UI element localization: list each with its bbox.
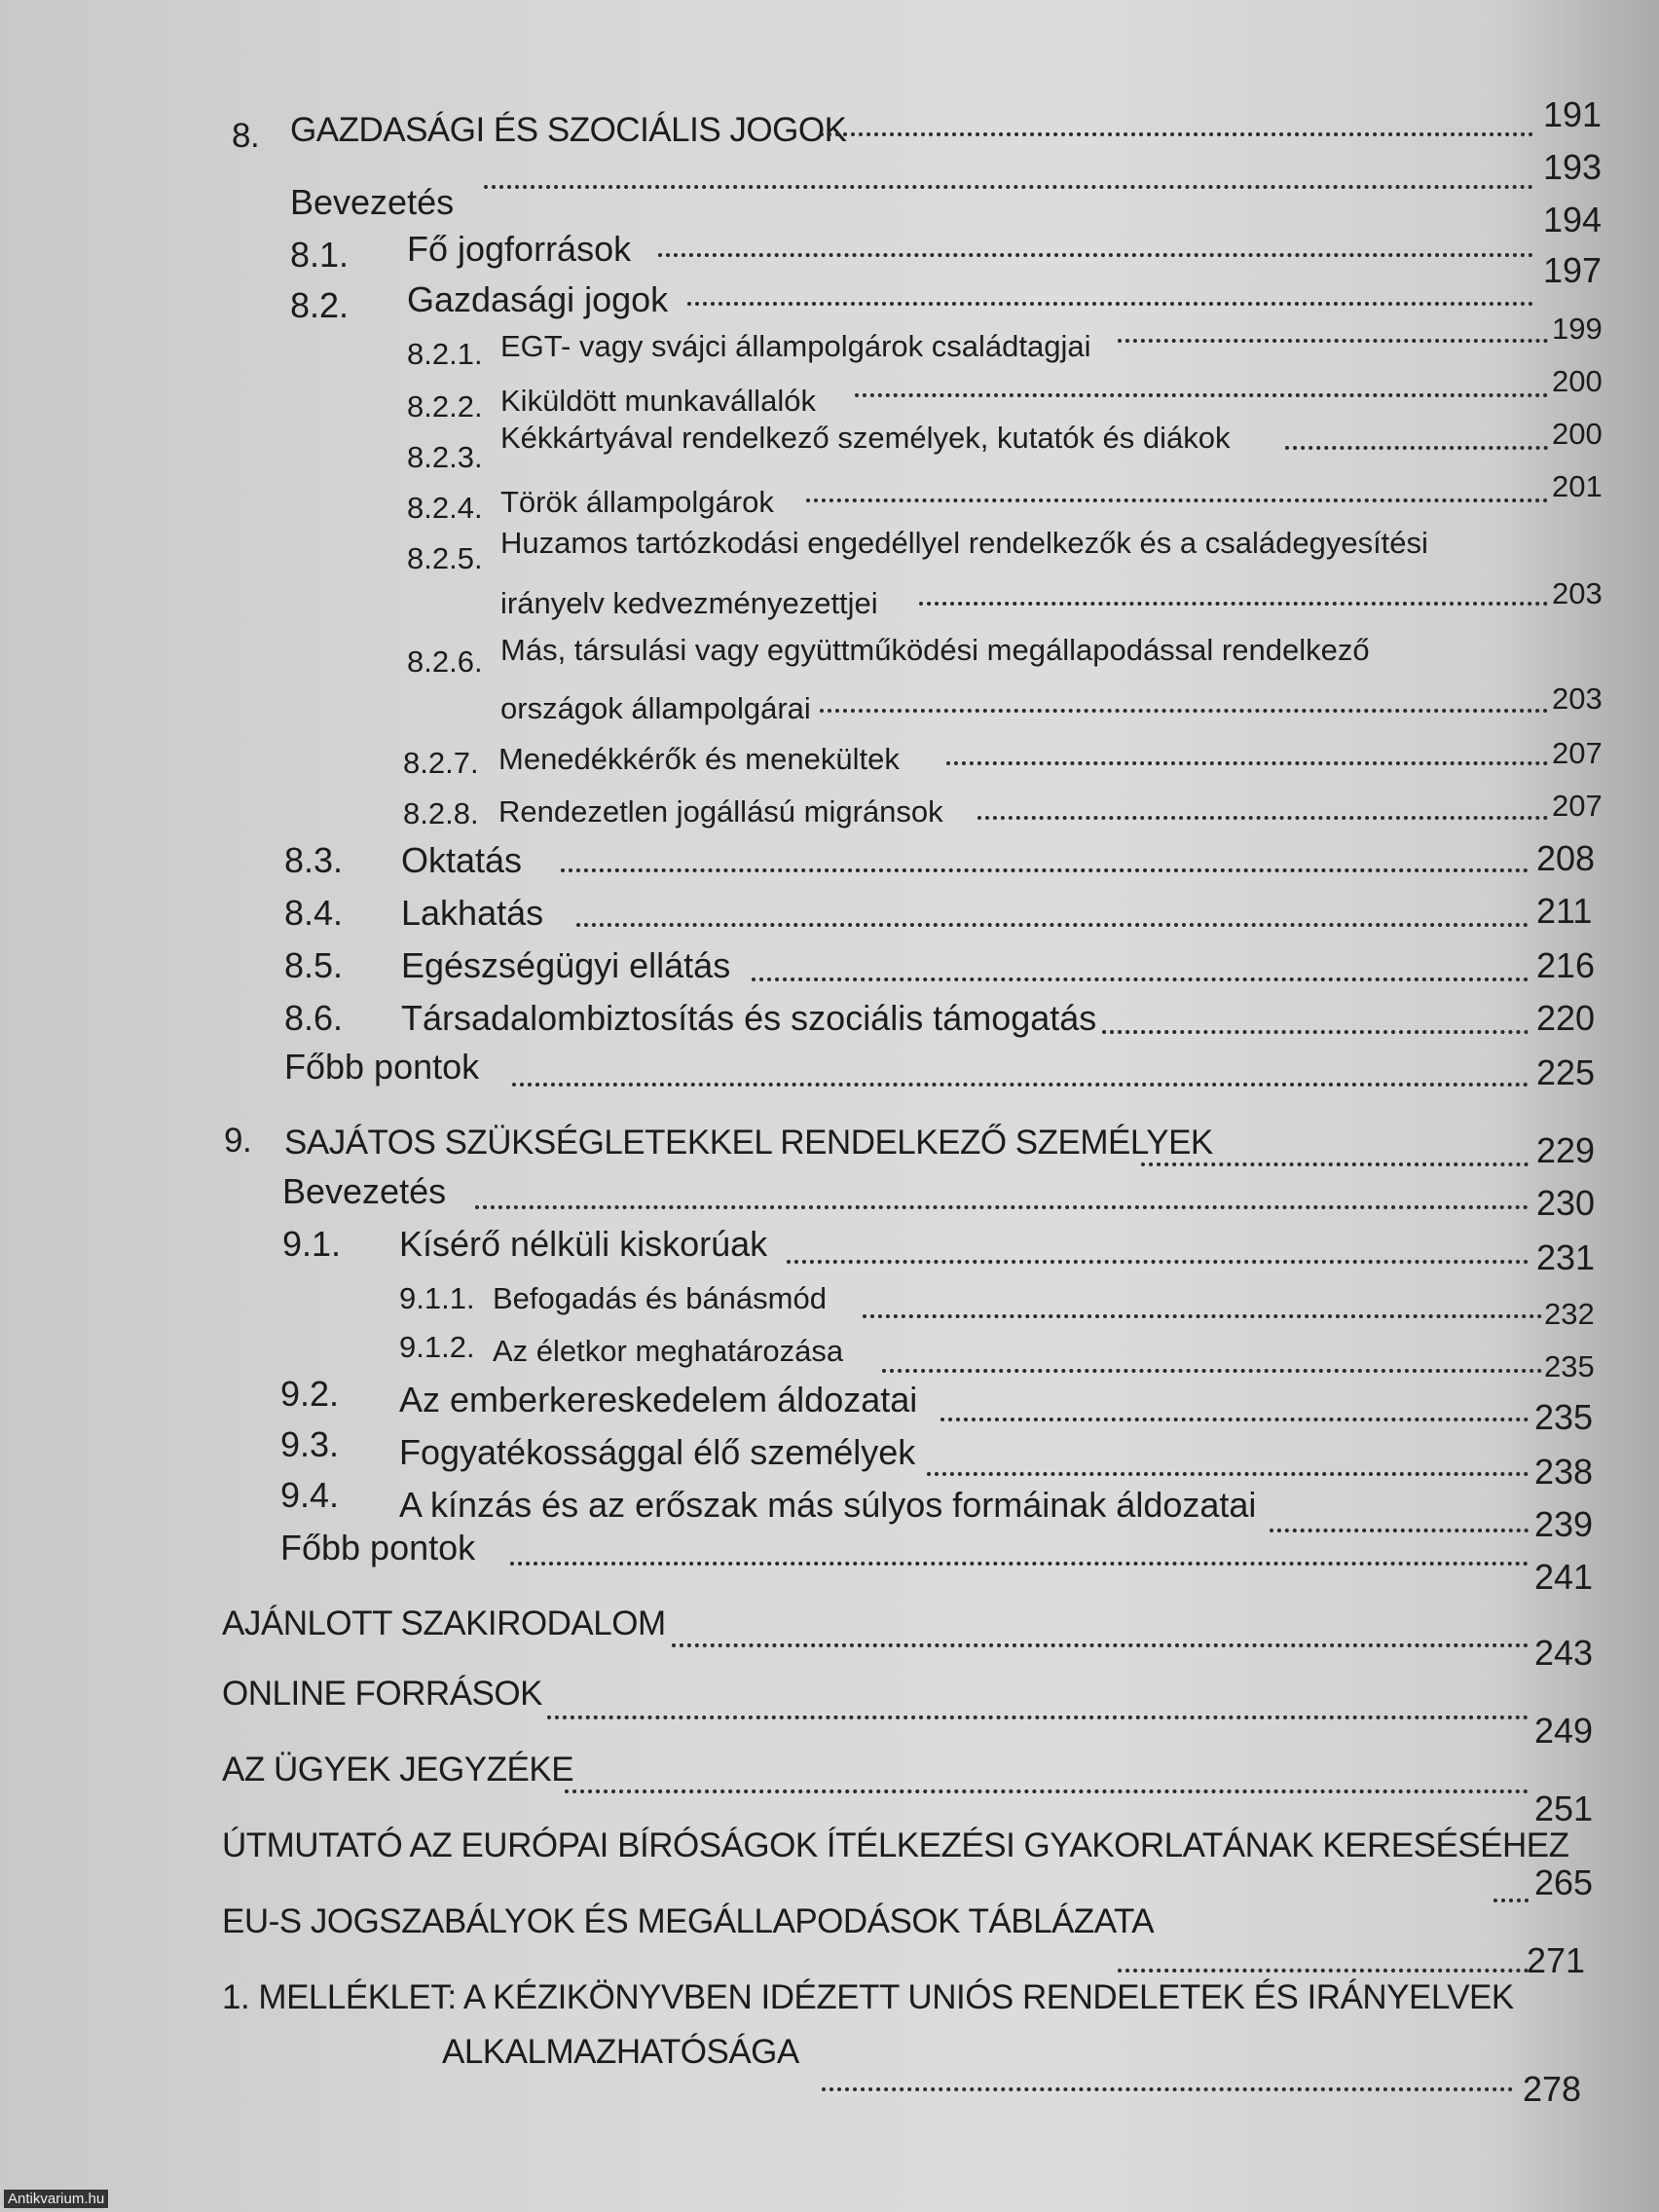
toc-page-number: 235 xyxy=(1544,1349,1595,1383)
toc-page-number: 207 xyxy=(1552,736,1603,770)
dot-leader xyxy=(946,757,1548,765)
toc-number: 8.4. xyxy=(284,893,344,933)
toc-page-number: 265 xyxy=(1534,1862,1594,1902)
toc-page-number: 200 xyxy=(1552,364,1603,398)
dot-leader xyxy=(940,1414,1529,1421)
toc-title: Kísérő nélküli kiskorúak xyxy=(399,1224,768,1264)
dot-leader xyxy=(1118,1965,1529,1972)
toc-number: 9.1.2. xyxy=(399,1330,475,1364)
toc-title: Bevezetés xyxy=(290,182,455,222)
toc-title-continued: országok állampolgárai xyxy=(500,691,811,725)
toc-page-number: 229 xyxy=(1536,1130,1596,1170)
dot-leader xyxy=(820,129,1533,136)
toc-number: 8.2.3. xyxy=(407,440,483,474)
dot-leader xyxy=(882,1365,1542,1373)
toc-number: 8.2.5. xyxy=(407,541,483,575)
toc-title-continued: irányelv kedvezményezettjei xyxy=(500,586,878,620)
toc-number: 8.2.1. xyxy=(407,337,483,371)
dot-leader xyxy=(687,298,1533,306)
toc-title: A kínzás és az erőszak más súlyos formáinak áldozatai xyxy=(399,1485,1257,1525)
toc-page-number: 241 xyxy=(1534,1557,1594,1597)
toc-title: Társadalombiztosítás és szociális támogatás xyxy=(401,998,1097,1038)
toc-number: 8.5. xyxy=(284,945,344,985)
toc-page-number: 199 xyxy=(1552,312,1603,346)
dot-leader xyxy=(919,598,1548,606)
toc-title: Kékkártyával rendelkező személyek, kutatók és diákok xyxy=(500,421,1231,455)
toc-title: Oktatás xyxy=(401,840,523,880)
dot-leader xyxy=(927,1468,1529,1476)
toc-page-number: 230 xyxy=(1536,1183,1596,1223)
toc-page-number: 251 xyxy=(1534,1788,1594,1828)
toc-page-number: 249 xyxy=(1534,1711,1594,1751)
toc-number: 8.6. xyxy=(284,998,344,1038)
toc-page-number: 278 xyxy=(1523,2069,1582,2109)
toc-page-number: 239 xyxy=(1534,1504,1594,1544)
toc-page-number: 235 xyxy=(1534,1397,1594,1437)
toc-title: Főbb pontok xyxy=(284,1047,480,1087)
dot-leader xyxy=(1102,1026,1529,1034)
toc-title: Menedékkérők és menekültek xyxy=(498,742,900,776)
toc-page-number: 238 xyxy=(1534,1452,1594,1492)
dot-leader xyxy=(484,181,1533,189)
toc-title: Az emberkereskedelem áldozatai xyxy=(399,1380,918,1419)
toc-number: 8.2.7. xyxy=(403,746,479,780)
toc-page-number: 220 xyxy=(1536,998,1596,1038)
toc-page-number: 194 xyxy=(1543,200,1603,240)
toc-page-number: 193 xyxy=(1543,147,1603,187)
dot-leader xyxy=(787,1256,1529,1264)
toc-title: Fő jogforrások xyxy=(407,229,632,269)
toc-number: 9.1.1. xyxy=(399,1281,475,1315)
dot-leader xyxy=(1285,442,1548,450)
toc-title: AJÁNLOTT SZAKIRODALOM xyxy=(222,1604,666,1642)
toc-title: Rendezetlen jogállású migránsok xyxy=(498,794,943,829)
toc-title: AZ ÜGYEK JEGYZÉKE xyxy=(222,1751,574,1788)
toc-page-number: 243 xyxy=(1534,1633,1594,1673)
dot-leader xyxy=(1141,1159,1529,1166)
toc-title: Befogadás és bánásmód xyxy=(493,1281,827,1315)
toc-title: Egészségügyi ellátás xyxy=(401,945,731,985)
toc-page-number: 197 xyxy=(1543,250,1603,290)
toc-page-number: 201 xyxy=(1552,469,1603,503)
dot-leader xyxy=(512,1079,1529,1087)
toc-page-number: 207 xyxy=(1552,789,1603,823)
toc-number: 9. xyxy=(224,1122,252,1160)
dot-leader xyxy=(977,812,1548,820)
toc-title-continued: ALKALMAZHATÓSÁGA xyxy=(442,2033,799,2071)
dot-leader xyxy=(855,389,1548,397)
toc-number: 8.2.2. xyxy=(407,389,483,424)
toc-title: Fogyatékossággal élő személyek xyxy=(399,1432,916,1472)
toc-number: 9.3. xyxy=(280,1424,340,1464)
toc-title: Főbb pontok xyxy=(280,1528,476,1567)
toc-title: EGT- vagy svájci állampolgárok családtagjai xyxy=(500,329,1091,363)
toc-number: 8.2. xyxy=(290,285,350,325)
toc-title: ÚTMUTATÓ AZ EURÓPAI BÍRÓSÁGOK ÍTÉLKEZÉSI GYAKORLATÁNAK KERESÉSÉHEZ xyxy=(222,1826,1569,1864)
toc-title: EU-S JOGSZABÁLYOK ÉS MEGÁLLAPODÁSOK TÁBLÁZATA xyxy=(222,1902,1155,1940)
toc-page-number: 225 xyxy=(1536,1052,1596,1092)
toc-title: Török állampolgárok xyxy=(500,485,774,519)
toc-title: Más, társulási vagy együttműködési megállapodással rendelkező xyxy=(500,633,1370,667)
dot-leader xyxy=(806,495,1548,502)
dot-leader xyxy=(1493,1895,1529,1902)
toc-page-number: 231 xyxy=(1536,1237,1596,1277)
toc-title: Kiküldött munkavállalók xyxy=(500,384,816,418)
toc-page-number: 191 xyxy=(1543,94,1603,134)
dot-leader xyxy=(547,1712,1529,1719)
toc-title: SAJÁTOS SZÜKSÉGLETEKKEL RENDELKEZŐ SZEMÉLYEK xyxy=(284,1124,1213,1161)
dot-leader xyxy=(820,705,1548,713)
dot-leader xyxy=(863,1310,1542,1318)
dot-leader xyxy=(672,1640,1529,1647)
toc-title: Gazdasági jogok xyxy=(407,279,669,319)
dot-leader xyxy=(1118,335,1548,343)
toc-page-number: 232 xyxy=(1544,1297,1595,1331)
toc-page-number: 208 xyxy=(1536,838,1596,878)
toc-number: 9.1. xyxy=(282,1224,342,1264)
toc-title: 1. MELLÉKLET: A KÉZIKÖNYVBEN IDÉZETT UNIÓS RENDELETEK ÉS IRÁNYELVEK xyxy=(222,1978,1514,2016)
dot-leader xyxy=(658,249,1533,257)
dot-leader xyxy=(565,1786,1529,1793)
toc-title: Az életkor meghatározása xyxy=(493,1334,844,1368)
toc-number: 8.2.6. xyxy=(407,645,483,679)
toc-title: GAZDASÁGI ÉS SZOCIÁLIS JOGOK xyxy=(290,111,847,149)
watermark: Antikvarium.hu xyxy=(4,2190,108,2208)
toc-page-number: 271 xyxy=(1527,1940,1586,1980)
dot-leader xyxy=(475,1201,1529,1209)
dot-leader xyxy=(576,919,1529,927)
toc-number: 8.1. xyxy=(290,235,350,275)
dot-leader xyxy=(510,1558,1529,1566)
dot-leader xyxy=(752,974,1529,981)
toc-title: Huzamos tartózkodási engedéllyel rendelkezők és a családegyesítési xyxy=(500,526,1428,560)
toc-page-number: 216 xyxy=(1536,945,1596,985)
toc-number: 8. xyxy=(232,117,260,155)
toc-number: 9.2. xyxy=(280,1374,340,1414)
dot-leader xyxy=(822,2083,1513,2091)
dot-leader xyxy=(561,865,1529,872)
toc-title: Lakhatás xyxy=(401,893,544,933)
toc-page-number: 200 xyxy=(1552,417,1603,451)
toc-page-number: 211 xyxy=(1536,891,1593,931)
toc-page-number: 203 xyxy=(1552,682,1603,716)
toc-number: 9.4. xyxy=(280,1475,340,1515)
toc-page-number: 203 xyxy=(1552,576,1603,610)
toc-number: 8.2.4. xyxy=(407,491,483,525)
toc-title: ONLINE FORRÁSOK xyxy=(222,1675,542,1713)
dot-leader xyxy=(1270,1525,1529,1532)
toc-title: Bevezetés xyxy=(282,1171,447,1211)
toc-number: 8.2.8. xyxy=(403,796,479,830)
toc-number: 8.3. xyxy=(284,840,344,880)
